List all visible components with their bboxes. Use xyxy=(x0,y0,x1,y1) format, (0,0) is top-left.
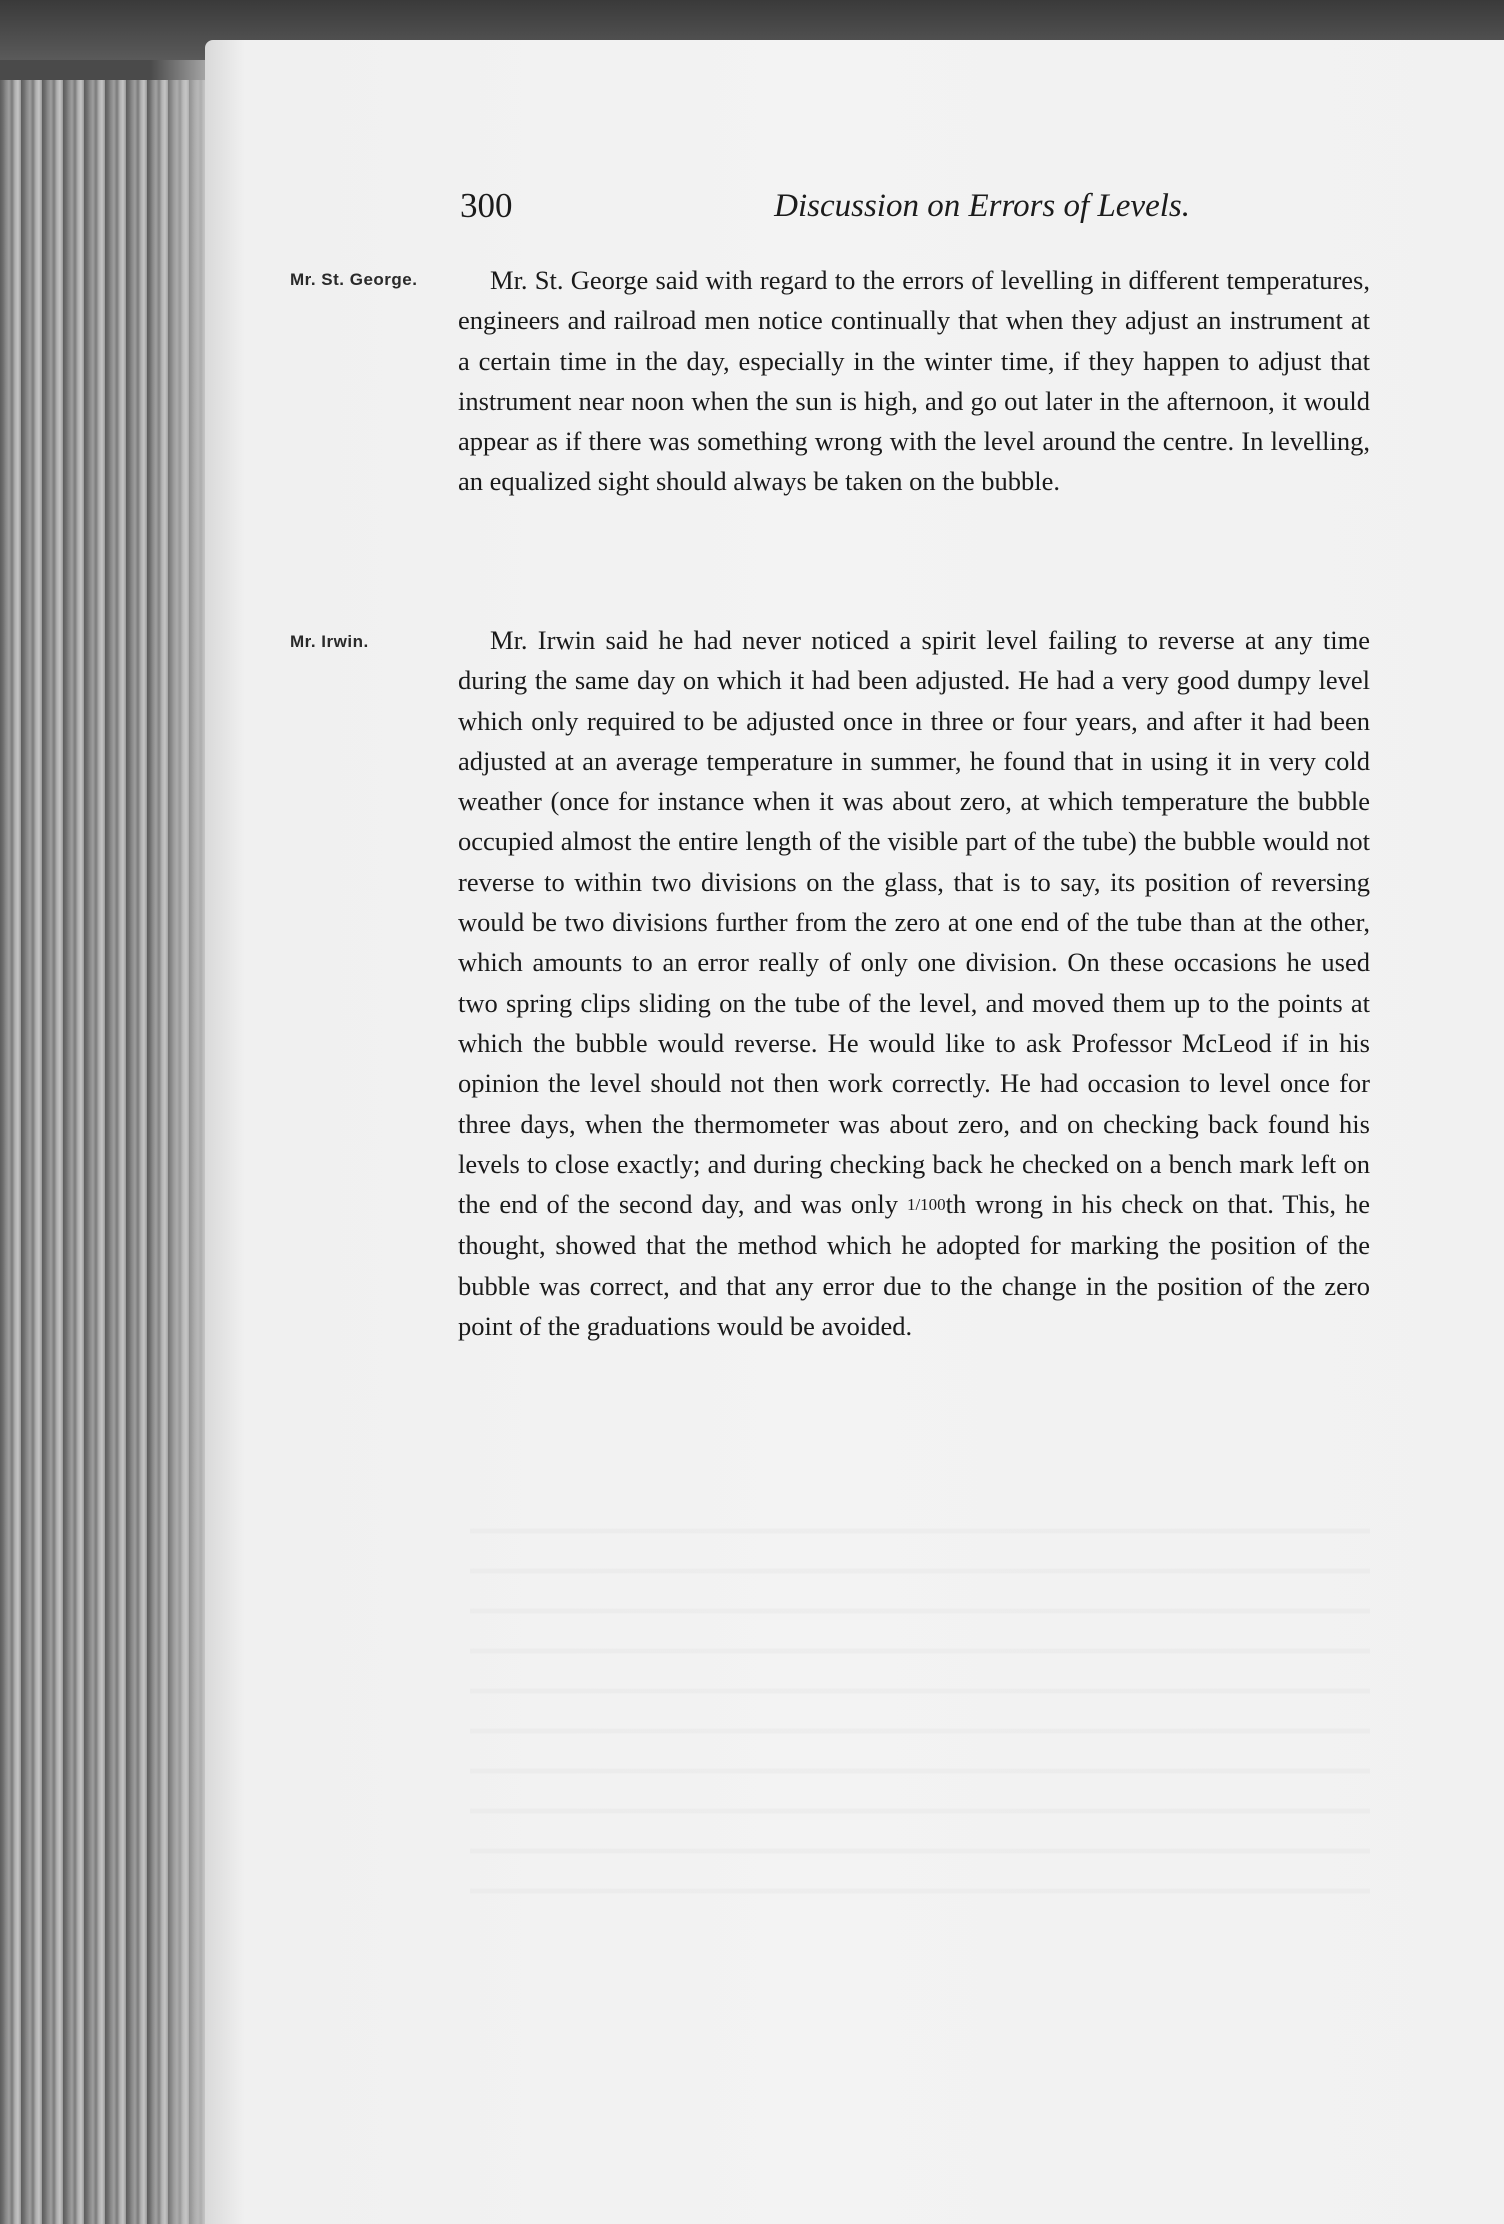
page-title: Discussion on Errors of Levels. xyxy=(774,188,1190,224)
paragraph-irwin-part-1: Mr. Irwin said he had never noticed a spirit level failing to reverse at any time during the same day on which it had been adjusted. He had a very good dumpy level which only required to be adjusted once in three or four years, and after it had been adjusted at an average temperature in summer, he found that in using it in very cold weather (once for instance when it was about zero, at which temperature the bubble occupied almost the entire length of the visible part of the tube) the bubble would not reverse to within two divisions on the glass, that is to say, its position of reversing would be two divisions further from the zero at one end of the tube than at the other, which amounts to an error really of only one division. On these occasions he used two spring clips sliding on the tube of the level, and moved them up to the points at which the bubble would reverse. He would like to ask Professor McLeod if in his opinion the level should not then work correctly. He had occasion to level once for three days, when the thermometer was about zero, and on checking back found his levels to close exactly; and during checking back he checked on a bench mark left on the end of the second day, and was only xyxy=(458,625,1370,1220)
running-head xyxy=(460,186,1190,236)
speaker-note-st-george: Mr. St. George. xyxy=(290,270,418,289)
show-through-text xyxy=(470,1500,1370,1920)
speaker-note-irwin: Mr. Irwin. xyxy=(290,632,369,651)
page-number: 300 xyxy=(460,186,513,225)
paragraph-st-george: Mr. St. George said with regard to the errors of levelling in different temperatures, engineers and railroad men notice continually that when they adjust an instrument at a certain time in the day, especially in the winter time, if they happen to adjust that instrument near noon when the sun is high, and go out later in the afternoon, it would appear as if there was something wrong with the level around the centre. In levelling, an equalized sight should always be taken on the bubble. xyxy=(458,265,1370,497)
paragraph-irwin-part-2: th wrong in his check on that. This, he thought, showed that the method which he adopted for marking the position of the bubble was correct, and that any error due to the change in the position of the zero point of the graduations would be avoided. xyxy=(458,1189,1371,1342)
paragraph-irwin xyxy=(458,620,1370,1346)
fraction: 1/100 xyxy=(906,1195,946,1215)
